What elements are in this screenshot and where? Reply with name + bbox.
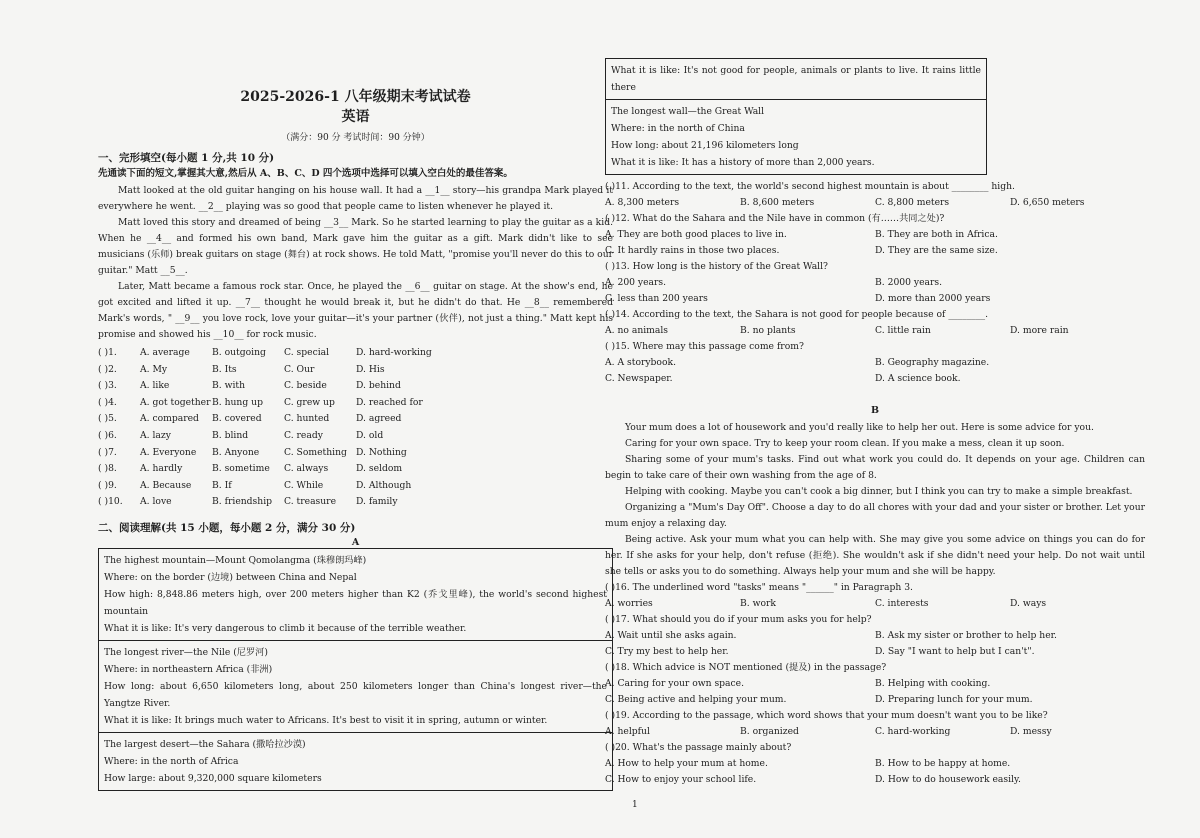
option-a: A. hardly: [140, 463, 183, 475]
option-c: C. special: [284, 347, 330, 358]
question-number: ( )10.: [98, 496, 123, 508]
question-options: [605, 756, 1145, 788]
answer-option: D. Say "I want to help but I can't".: [875, 646, 1035, 657]
passage-b-paragraph: Your mum does a lot of housework and you'd really like to help her out. Here is some advice for you.: [625, 422, 1094, 433]
answer-option: C. interests: [875, 598, 929, 609]
passage-b-paragraph: Helping with cooking. Maybe you can't cook a big dinner, but I think you can try to make a simple breakfast.: [625, 486, 1133, 497]
info-line: Where: in the north of China: [611, 123, 745, 134]
option-b: B. sometime: [212, 463, 270, 475]
info-line: What it is like: It's not good for people, animals or plants to live. It rains little there: [611, 65, 981, 93]
cloze-paragraph: Matt looked at the old guitar hanging on his house wall. It had a __1__ story—his grandpa Mark played it everywhere he went. __2__ playing was so good that people came to listen whenever he played it.: [98, 185, 613, 212]
question-stem: ( )12. What do the Sahara and the Nile have in common (有……共同之处)?: [605, 213, 945, 224]
answer-option: A. How to help your mum at home.: [605, 758, 768, 769]
answer-option: A. They are both good places to live in.: [605, 229, 787, 240]
answer-option: B. Ask my sister or brother to help her.: [875, 630, 1057, 641]
question: [605, 339, 1145, 387]
option-row: [98, 428, 613, 445]
passage-b-paragraph: Organizing a "Mum's Day Off". Choose a day to do all chores with your dad and your sister or brother. Let your mum enjoy a relaxing day.: [605, 502, 1145, 529]
option-a: A. got together: [140, 396, 211, 408]
info-line: Where: on the border (边境) between China and Nepal: [104, 571, 357, 583]
answer-option: D. messy: [1010, 726, 1052, 737]
answer-option: C. less than 200 years: [605, 293, 708, 304]
answer-option: A. Wait until she asks again.: [605, 630, 737, 641]
option-row: [98, 445, 613, 462]
answer-option: D. more rain: [1010, 325, 1069, 336]
answer-option: C. Being active and helping your mum.: [605, 694, 787, 705]
question-options: [605, 323, 1145, 339]
option-a: A. Everyone: [140, 446, 197, 458]
option-row: [98, 395, 613, 412]
option-row: [98, 478, 613, 495]
question: [605, 259, 1145, 307]
option-b: B. hung up: [212, 396, 263, 408]
left-column: [98, 88, 613, 791]
passage-b-label: B: [870, 405, 880, 416]
option-a: A. Because: [140, 479, 192, 491]
info-line: What it is like: It's very dangerous to climb it because of the terrible weather.: [104, 622, 467, 634]
info-box: [98, 641, 613, 733]
option-d: D. old: [356, 429, 384, 441]
questions-a: [605, 179, 1145, 387]
question: [605, 580, 1145, 612]
option-d: D. seldom: [356, 463, 403, 475]
answer-option: D. ways: [1010, 598, 1047, 609]
option-row: [98, 494, 613, 511]
info-boxes-left: [98, 548, 613, 791]
cloze-paragraph: Later, Matt became a famous rock star. Once, he played the __6__ guitar on stage. At the show's end, he got excited and lifted it up. __7__ thought he would break it, but he didn't do that. He __8__ remembered Mark's words, " __9__ you love rock, love your guitar—it's your partner (伙伴), not just a thing." Matt kept his promise and showed his __10__ for rock music.: [98, 281, 613, 340]
question-options: [605, 227, 1145, 259]
question: [605, 211, 1145, 259]
option-c: C. Something: [284, 446, 347, 458]
cloze-paragraph: Matt loved this story and dreamed of being __3__ Mark. So he started learning to play the guitar as a kid. When he __4__ and formed his own band, Mark gave him the guitar as a gift. Mark didn't like to see musicians (乐师) break guitars on stage (舞台) at rock shows. He told Matt, "promise you'll never do this to our guitar." Matt __5__.: [98, 217, 613, 276]
option-d: D. Nothing: [356, 446, 407, 458]
info-line: How long: about 21,196 kilometers long: [611, 140, 799, 151]
option-b: B. Anyone: [212, 446, 260, 458]
answer-option: A. 200 years.: [605, 277, 667, 288]
question-stem: ( )13. How long is the history of the Great Wall?: [605, 261, 828, 272]
answer-option: C. It hardly rains in those two places.: [605, 245, 780, 256]
question-options: [605, 275, 1145, 307]
question-number: ( )3.: [98, 380, 117, 392]
right-column: [605, 58, 1145, 788]
answer-option: A. helpful: [605, 726, 650, 737]
answer-option: D. more than 2000 years: [875, 293, 991, 304]
question: [605, 179, 1145, 211]
option-d: D. reached for: [356, 396, 423, 408]
passage-b-paragraph: Sharing some of your mum's tasks. Find out what work you could do. It depends on your age. Children can begin to take care of their own washing from the age of 8.: [605, 454, 1145, 481]
option-d: D. hard-working: [356, 347, 432, 358]
option-row: [98, 411, 613, 428]
option-c: C. ready: [284, 429, 323, 441]
answer-option: D. How to do housework easily.: [875, 774, 1021, 785]
exam-title: 2025-2026-1 八年级期末考试试卷: [240, 89, 471, 105]
option-d: D. family: [356, 496, 398, 508]
passage-b-paragraph: Being active. Ask your mum what you can help with. She may give you some advice on things you can do for her. If she asks for your help, don't refuse (拒绝). She wouldn't ask if she didn't need your help. Do not wait until she tells or asks you to do something. Always help your mum and she will be happy.: [605, 534, 1145, 577]
question-number: ( )6.: [98, 429, 117, 441]
question-options: [605, 628, 1145, 660]
answer-option: B. Geography magazine.: [875, 357, 990, 368]
answer-option: C. hard-working: [875, 726, 951, 737]
question-number: ( )5.: [98, 413, 117, 425]
info-line: The longest wall—the Great Wall: [611, 106, 765, 117]
option-c: C. beside: [284, 380, 327, 392]
question-stem: ( )14. According to the text, the Sahara is not good for people because of ________.: [605, 309, 988, 320]
answer-option: A. A storybook.: [605, 357, 676, 368]
option-d: D. agreed: [356, 413, 402, 425]
option-a: A. compared: [140, 413, 199, 425]
option-row: [98, 345, 613, 362]
info-box: [605, 100, 987, 175]
option-c: C. always: [284, 463, 329, 475]
answer-option: B. 2000 years.: [875, 277, 943, 288]
exam-subject: 英语: [341, 109, 370, 125]
info-line: How large: about 9,320,000 square kilometers: [104, 772, 322, 784]
option-d: D. Although: [356, 479, 412, 491]
section1-instruction: 先通读下面的短文,掌握其大意,然后从 A、B、C、D 四个选项中选择可以填入空白处的最佳答案。: [98, 168, 513, 179]
question-options: [605, 195, 1145, 211]
answer-option: B. work: [740, 598, 776, 609]
answer-option: A. 8,300 meters: [605, 197, 680, 208]
question-stem: ( )17. What should you do if your mum asks you for help?: [605, 614, 872, 625]
passage-b: [605, 420, 1145, 580]
option-d: D. behind: [356, 380, 401, 392]
answer-option: D. A science book.: [875, 373, 961, 384]
option-b: B. friendship: [212, 496, 273, 508]
question-stem: ( )16. The underlined word "tasks" means "______" in Paragraph 3.: [605, 582, 913, 593]
option-a: A. lazy: [140, 429, 171, 441]
info-line: What it is like: It brings much water to Africans. It's best to visit it in spring, autumn or winter.: [104, 714, 548, 726]
question-number: ( )4.: [98, 396, 117, 408]
answer-option: B. How to be happy at home.: [875, 758, 1011, 769]
info-boxes-right: [605, 58, 987, 175]
option-c: C. hunted: [284, 413, 330, 425]
question: [605, 660, 1145, 708]
answer-option: C. Newspaper.: [605, 373, 673, 384]
questions-b: [605, 580, 1145, 788]
question-stem: ( )11. According to the text, the world's second highest mountain is about ________ high.: [605, 181, 1015, 192]
option-a: A. My: [140, 363, 168, 375]
question-stem: ( )20. What's the passage mainly about?: [605, 742, 792, 753]
page-number: 1: [632, 800, 638, 810]
info-box: [98, 733, 613, 791]
answer-option: D. 6,650 meters: [1010, 197, 1085, 208]
passage-a-label: A: [351, 536, 360, 548]
question-number: ( )1.: [98, 347, 117, 358]
answer-option: B. organized: [740, 726, 799, 737]
option-a: A. like: [140, 380, 170, 392]
answer-option: D. They are the same size.: [875, 245, 998, 256]
info-line: The highest mountain—Mount Qomolangma (珠穆朗玛峰): [104, 554, 367, 566]
option-d: D. His: [356, 363, 385, 375]
question: [605, 307, 1145, 339]
answer-option: B. They are both in Africa.: [875, 229, 998, 240]
option-c: C. Our: [284, 363, 315, 375]
question: [605, 740, 1145, 788]
cloze-options: [98, 345, 613, 511]
info-box: [98, 548, 613, 641]
answer-option: A. worries: [605, 598, 653, 609]
info-line: How high: 8,848.86 meters high, over 200 meters higher than K2 (乔戈里峰), the world's second highest mountain: [104, 588, 607, 617]
answer-option: C. 8,800 meters: [875, 197, 950, 208]
option-b: B. Its: [212, 363, 237, 375]
answer-option: D. Preparing lunch for your mum.: [875, 694, 1033, 705]
option-c: C. grew up: [284, 396, 335, 408]
option-b: B. outgoing: [212, 347, 266, 358]
answer-option: B. Helping with cooking.: [875, 678, 991, 689]
info-line: The longest river—the Nile (尼罗河): [104, 646, 268, 658]
cloze-passage: [98, 183, 613, 343]
option-row: [98, 378, 613, 395]
section2-heading: 二、阅读理解(共 15 小题，每小题 2 分，满分 30 分): [98, 521, 356, 534]
info-line: Where: in northeastern Africa (非洲): [104, 663, 273, 675]
info-line: The largest desert—the Sahara (撒哈拉沙漠): [104, 738, 306, 750]
question-stem: ( )15. Where may this passage come from?: [605, 341, 804, 352]
info-line: How long: about 6,650 kilometers long, about 250 kilometers longer than China's longest river—the Yangtze River.: [104, 680, 607, 709]
question-options: [605, 596, 1145, 612]
info-line: What it is like: It has a history of more than 2,000 years.: [611, 157, 875, 168]
exam-meta: （满分：90 分 考试时间：90 分钟）: [281, 133, 430, 143]
option-c: C. treasure: [284, 496, 337, 508]
option-a: A. average: [140, 347, 190, 358]
option-b: B. If: [212, 479, 232, 491]
question-stem: ( )19. According to the passage, which word shows that your mum doesn't want you to be like?: [605, 710, 1048, 721]
option-a: A. love: [140, 496, 172, 508]
question-number: ( )2.: [98, 363, 117, 375]
question-number: ( )7.: [98, 446, 117, 458]
option-c: C. While: [284, 479, 324, 491]
answer-option: A. Caring for your own space.: [605, 678, 745, 689]
question-stem: ( )18. Which advice is NOT mentioned (提及) in the passage?: [605, 662, 887, 673]
passage-b-paragraph: Caring for your own space. Try to keep your room clean. If you make a mess, clean it up soon.: [625, 438, 1065, 449]
question: [605, 612, 1145, 660]
question-options: [605, 355, 1145, 387]
option-b: B. with: [212, 380, 246, 392]
question: [605, 708, 1145, 740]
question-number: ( )8.: [98, 463, 117, 475]
answer-option: C. Try my best to help her.: [605, 646, 729, 657]
question-options: [605, 676, 1145, 708]
question-number: ( )9.: [98, 479, 117, 491]
answer-option: A. no animals: [605, 325, 669, 336]
section1-heading: 一、完形填空(每小题 1 分,共 10 分): [98, 152, 275, 164]
info-line: Where: in the north of Africa: [104, 755, 239, 767]
answer-option: B. 8,600 meters: [740, 197, 815, 208]
option-row: [98, 362, 613, 379]
option-b: B. blind: [212, 429, 249, 441]
answer-option: B. no plants: [740, 325, 796, 336]
answer-option: C. little rain: [875, 325, 931, 336]
option-row: [98, 461, 613, 478]
question-options: [605, 724, 1145, 740]
answer-option: C. How to enjoy your school life.: [605, 774, 757, 785]
info-box: [605, 58, 987, 100]
option-b: B. covered: [212, 413, 262, 425]
